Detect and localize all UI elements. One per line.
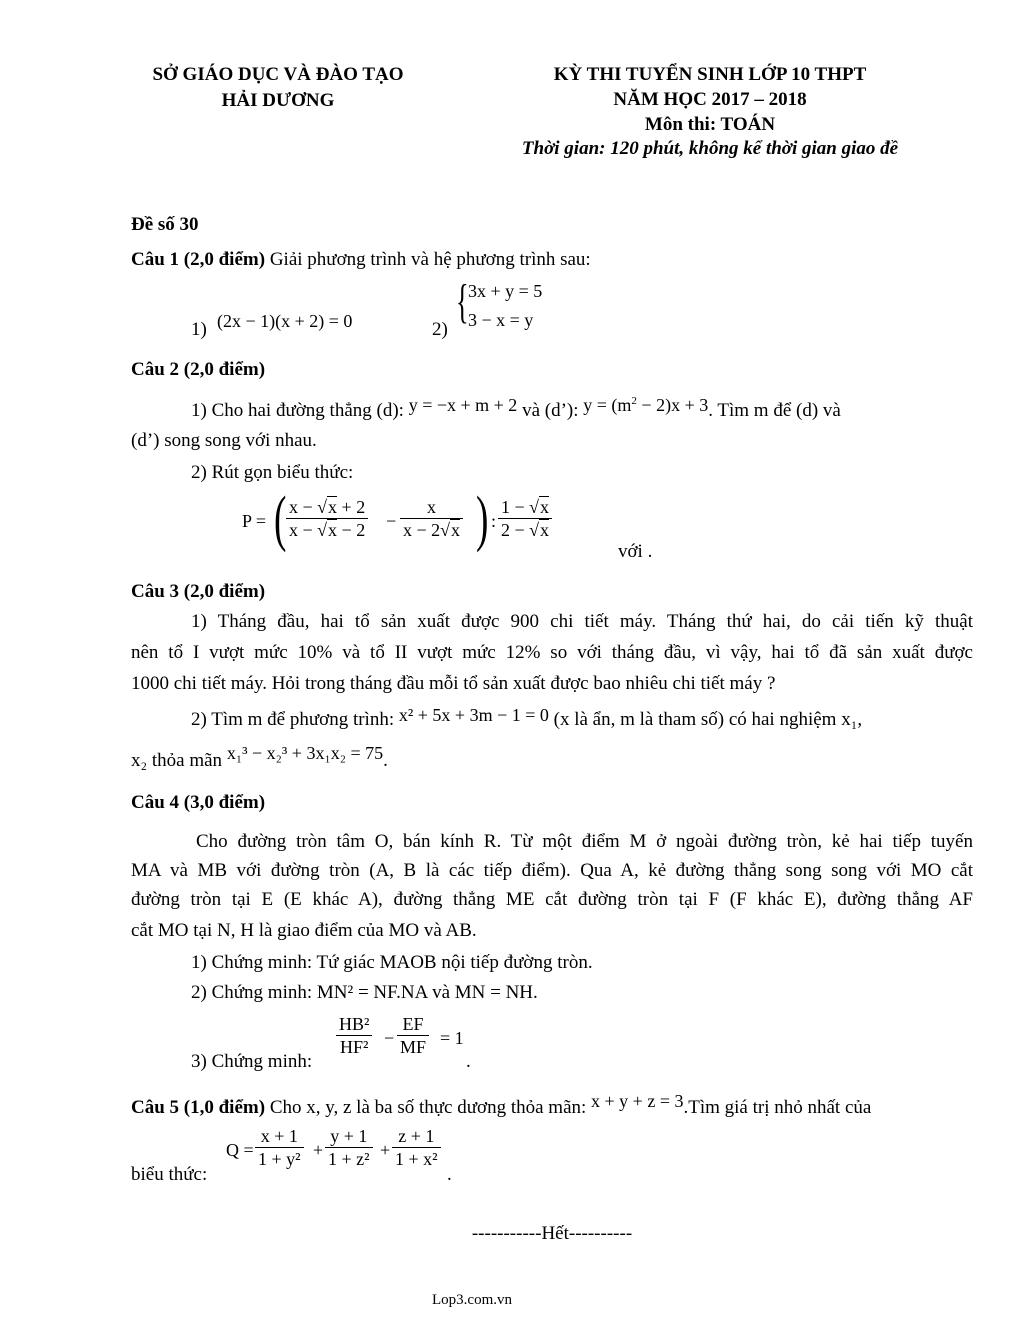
q3-part1-line2: nên tổ I vượt mức 10% và tổ II vượt mức 12% so với tháng đầu, vì vậy, hai tổ đã sản xuất được — [131, 642, 973, 663]
q3-part2-text: 2) Tìm m để phương trình: — [191, 709, 395, 730]
q4-part3-label: 3) Chứng minh: — [191, 1051, 313, 1072]
exam-number: Đề số 30 — [131, 214, 199, 235]
q1-part2-label: 2) — [432, 319, 448, 340]
q-label: Q = — [226, 1140, 254, 1160]
q5-end: . — [447, 1164, 452, 1185]
source-footer: Lop3.com.vn — [432, 1292, 512, 1308]
question-5-title: Câu 5 (1,0 điểm) — [131, 1097, 266, 1118]
school-year: NĂM HỌC 2017 – 2018 — [613, 89, 807, 110]
q2-part1-line1 — [191, 395, 841, 423]
q4-line4: cắt MO tại N, H là giao điểm của MO và AB. — [131, 920, 477, 941]
question-4-title: Câu 4 (3,0 điểm) — [131, 792, 266, 813]
subject: Môn thi: TOÁN — [644, 114, 776, 135]
q-plus-1: + — [313, 1140, 324, 1160]
q4-part1: 1) Chứng minh: Tứ giác MAOB nội tiếp đường tròn. — [191, 952, 593, 973]
q4-line2: MA và MB với đường tròn (A, B là các tiếp điểm). Qua A, kẻ đường thẳng song song với MO cắt — [131, 860, 973, 881]
q3-part2-condition-text: x₂ thỏa mãn — [131, 750, 223, 771]
p-minus: − — [386, 511, 397, 531]
q2-part1-text: 1) Cho hai đường thẳng (d): — [191, 400, 404, 421]
q-fraction-3: $\frac{z + 1}{\text{1 + x²}}$ — [392, 1125, 441, 1170]
q-fraction-2: $\frac{y + 1}{\text{1 + z²}}$ — [325, 1125, 373, 1170]
q1-part1-label: 1) — [191, 319, 207, 340]
q1-system-eq1: 3x + y = 5 — [468, 281, 543, 301]
p-label: P = — [242, 511, 266, 531]
q4-part2: 2) Chứng minh: MN² = NF.NA và MN = NH. — [191, 982, 538, 1003]
q4-part3-fraction-2: $\frac{EF}{MF}$ — [397, 1013, 429, 1058]
q2-part1-and: và (d’): — [522, 400, 579, 421]
q-fraction-1: $\frac{x + 1}{\text{1 + y²}}$ — [255, 1125, 304, 1170]
p-colon: : — [491, 511, 497, 531]
q3-part2-line2: x₂ thỏa mãn x₁³ − x₂³ + 3x₁x₂ = 75. — [131, 743, 388, 771]
q4-part3-equals: = 1 — [440, 1028, 464, 1048]
q-plus-2: + — [380, 1140, 391, 1160]
province-name: HẢI DƯƠNG — [221, 90, 335, 111]
department-name: SỞ GIÁO DỤC VÀ ĐÀO TẠO — [152, 64, 404, 85]
right-paren: ) — [476, 485, 489, 553]
time-limit: Thời gian: 120 phút, không kể thời gian giao đề — [521, 138, 899, 159]
sum-condition: x + y + z = 3 — [591, 1091, 684, 1111]
question-2-title: Câu 2 (2,0 điểm) — [131, 359, 266, 380]
system-brace: { — [456, 275, 469, 328]
q5-line2: biểu thức: — [131, 1164, 208, 1185]
question-5-text-b: .Tìm giá trị nhỏ nhất của — [683, 1097, 872, 1118]
question-5-text: Cho x, y, z là ba số thực dương thỏa mãn: — [265, 1097, 587, 1118]
line-d2-equation: $y = (m^2 - 2)x + 3$ — [583, 395, 709, 415]
p-condition: với . — [618, 541, 653, 562]
q1-part1-equation: (2x − 1)(x + 2) = 0 — [217, 311, 353, 331]
q4-part3-minus: − — [384, 1028, 395, 1048]
p-fraction-3: $\frac{1 - √x}{2 - √x}$ — [498, 496, 552, 541]
end-mark: -----------Hết---------- — [471, 1223, 633, 1244]
quadratic-equation: x² + 5x + 3m − 1 = 0 — [398, 705, 549, 725]
q3-part1-line1: 1) Tháng đầu, hai tổ sản xuất được 900 chi tiết máy. Tháng thứ hai, do cải tiến kỹ thuật — [191, 611, 973, 632]
q4-line1: Cho đường tròn tâm O, bán kính R. Từ một điểm M ở ngoài đường tròn, kẻ hai tiếp tuyến — [196, 831, 973, 852]
left-paren: ( — [274, 485, 287, 553]
q2-part2-text: 2) Rút gọn biểu thức: — [191, 462, 354, 483]
q4-part3-fraction-1: $\frac{\text{HB²}}{\text{HF²}}$ — [336, 1013, 372, 1058]
q4-part3-end: . — [466, 1051, 471, 1072]
question-1-text: Giải phương trình và hệ phương trình sau: — [265, 249, 591, 270]
root-condition: x₁³ − x₂³ + 3x₁x₂ = 75 — [226, 743, 384, 763]
q3-part1-line3: 1000 chi tiết máy. Hỏi trong tháng đầu mỗi tổ sản xuất được bao nhiêu chi tiết máy ? — [131, 673, 776, 694]
p-fraction-2: $\frac{x}{x - 2√x}$ — [400, 496, 463, 541]
question-1 — [131, 248, 591, 272]
question-5-line1 — [131, 1091, 872, 1120]
q4-line3: đường tròn tại E (E khác A), đường thẳng ME cắt đường tròn tại F (F khác E), đường thẳng AF — [131, 889, 973, 910]
exam-title: KỲ THI TUYỂN SINH LỚP 10 THPT — [553, 64, 867, 85]
question-1-title: Câu 1 (2,0 điểm) — [131, 249, 266, 270]
q2-part1-line2: (d’) song song với nhau. — [131, 430, 317, 451]
q3-part2-text-b: (x là ẩn, m là tham số) có hai nghiệm x₁, — [553, 709, 863, 730]
q3-part2-line1 — [191, 705, 863, 732]
p-fraction-1: $\frac{x - √x + 2}{x - √x - 2}$ — [286, 496, 368, 541]
q1-system-eq2: 3 − x = y — [468, 310, 534, 330]
line-d-equation: y = −x + m + 2 — [408, 395, 518, 415]
question-3-title: Câu 3 (2,0 điểm) — [131, 581, 266, 602]
q2-part1-find: . Tìm m để (d) và — [708, 400, 841, 421]
